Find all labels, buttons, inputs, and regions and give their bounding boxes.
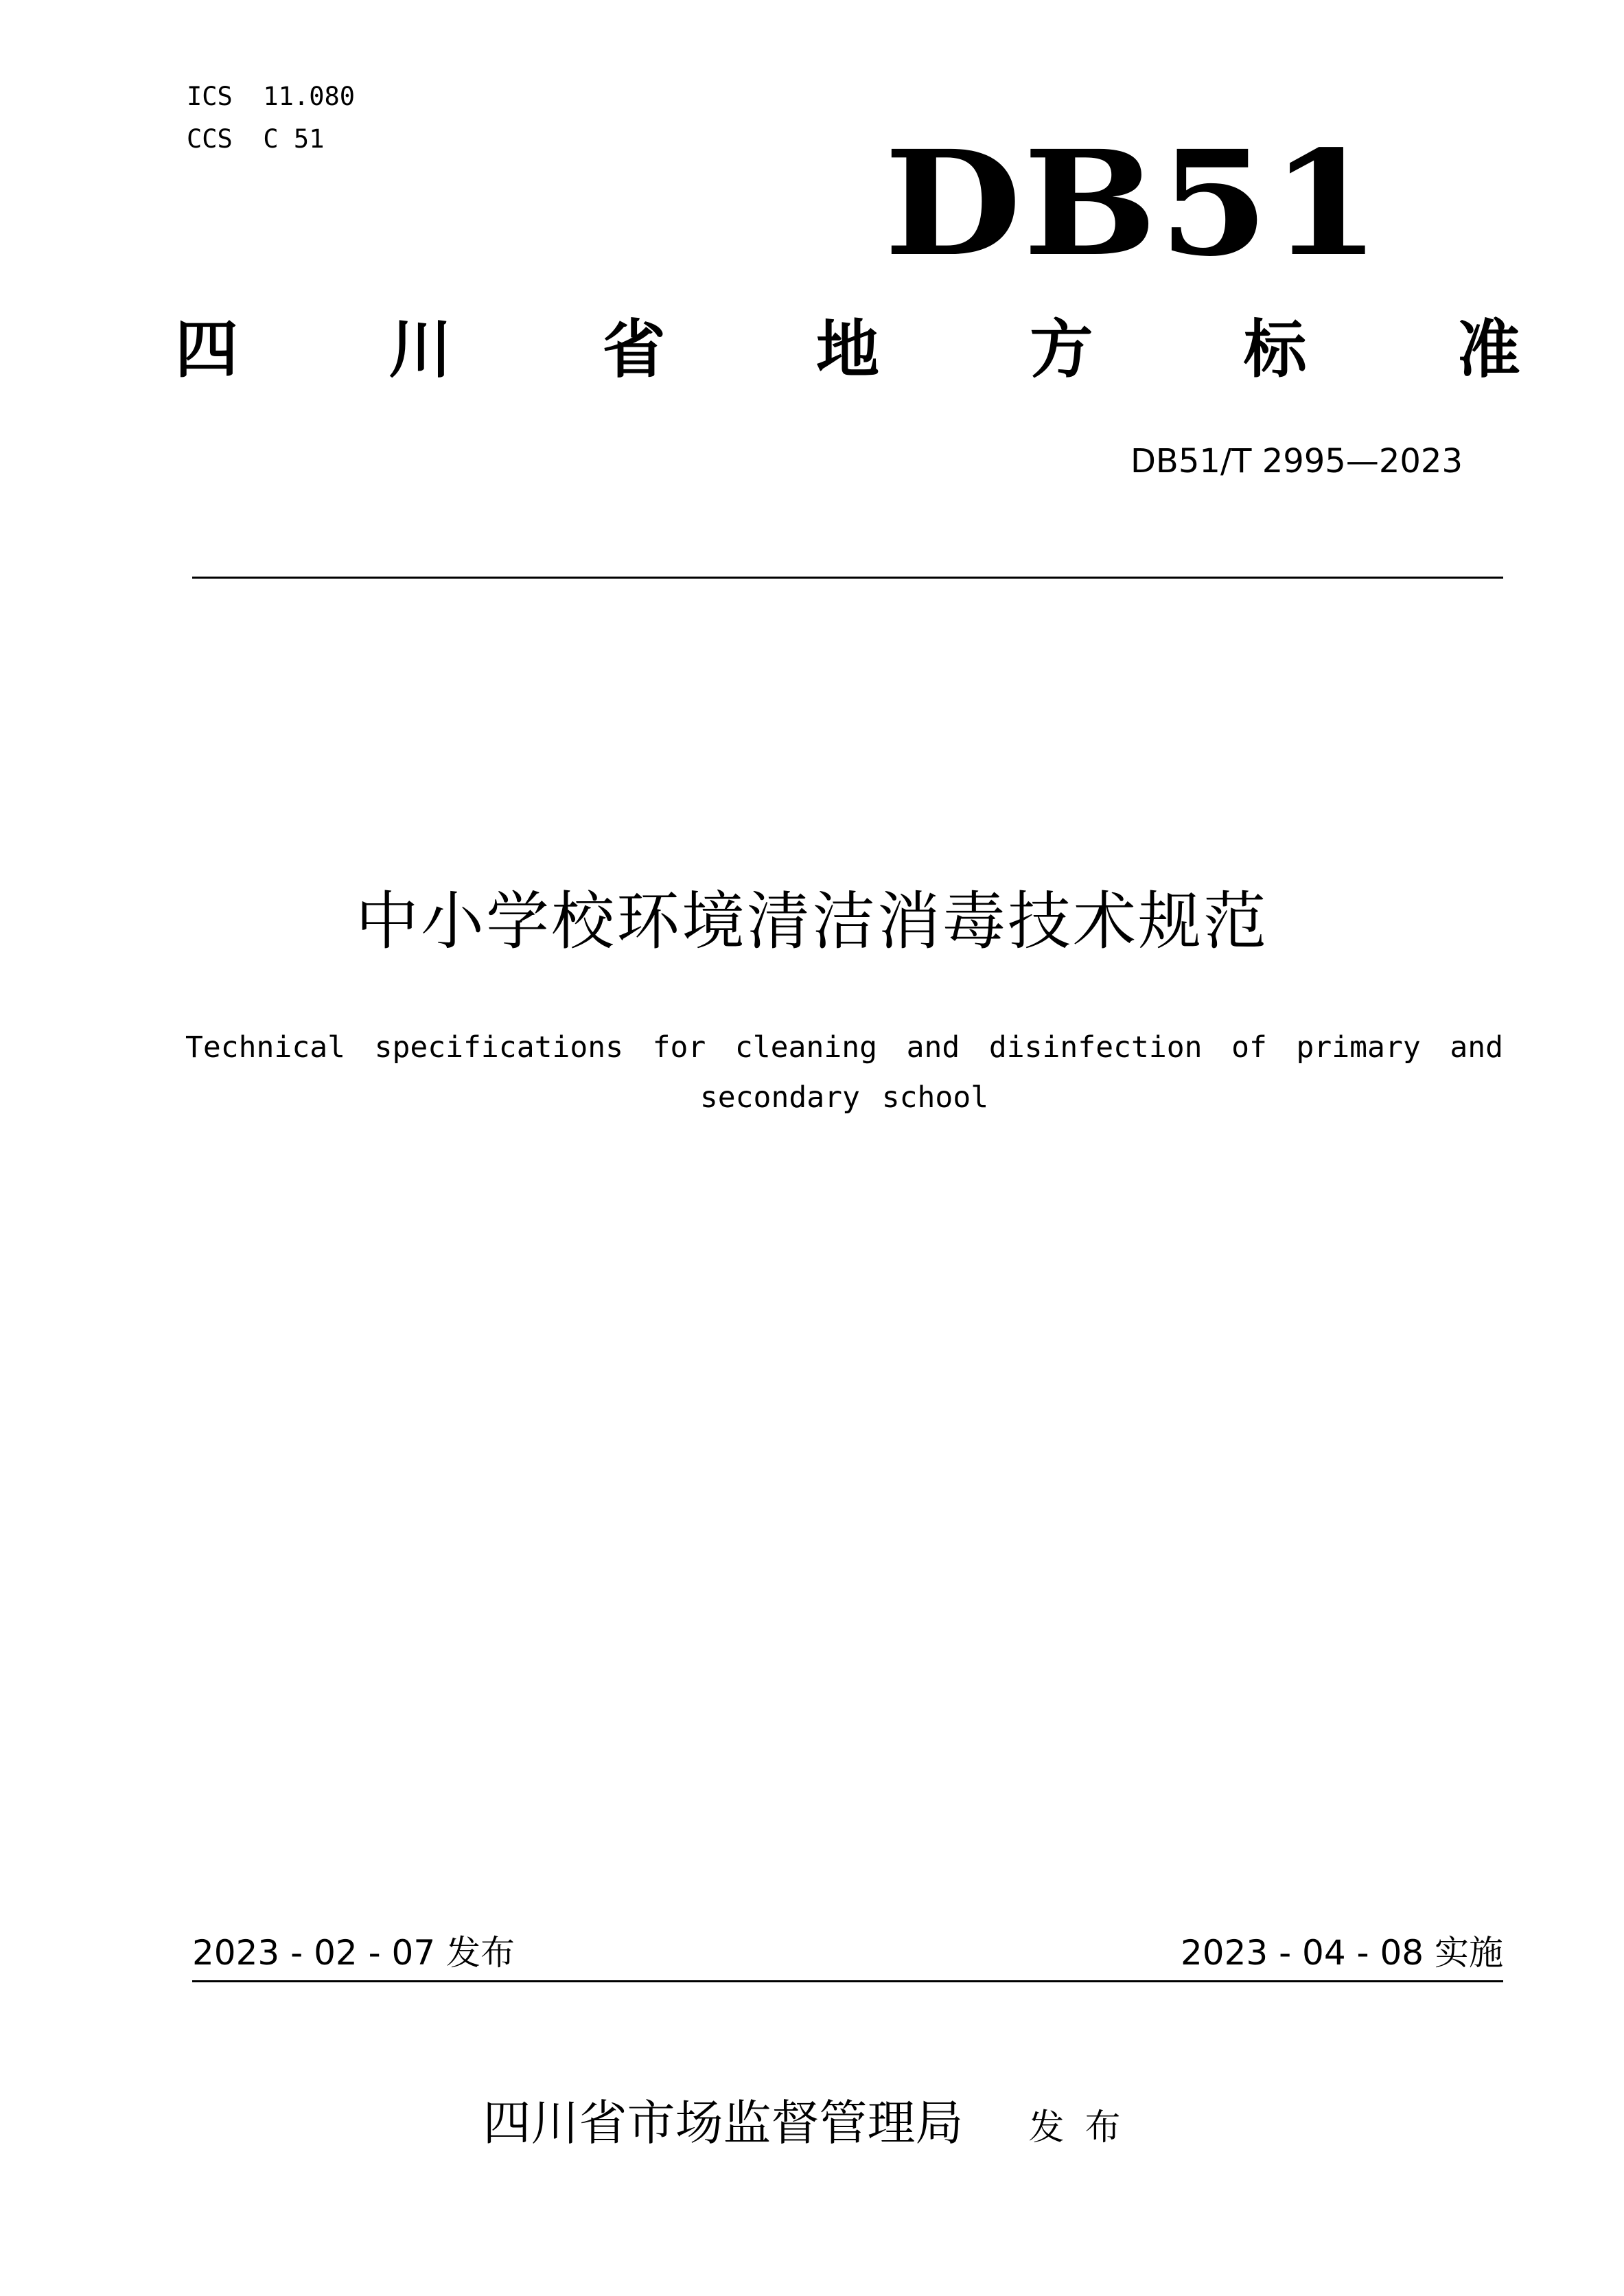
release-date: 2023 - 02 - 07 发布 — [192, 1933, 515, 1973]
standard-type-char: 准 — [1457, 313, 1520, 386]
header-divider — [192, 577, 1503, 579]
standard-number: DB51/T 2995—2023 — [1130, 442, 1463, 480]
ics-code: ICS 11.080 — [187, 82, 356, 111]
standard-mark: DB51 — [884, 119, 1382, 288]
standard-type-char: 标 — [1243, 313, 1307, 386]
implementation-date: 2023 - 04 - 08 实施 — [1180, 1933, 1503, 1973]
footer-divider — [192, 1980, 1503, 1982]
standard-type-heading — [175, 312, 1520, 388]
document-title-chinese: 中小学校环境清洁消毒技术规范 — [355, 885, 1268, 958]
standard-type-char: 地 — [815, 313, 879, 386]
standard-type-char: 川 — [388, 313, 452, 386]
ccs-code: CCS C 51 — [187, 124, 325, 154]
issuer — [0, 2095, 1624, 2151]
issuer-name: 四川省市场监督管理局 — [483, 2095, 964, 2151]
standard-type-char: 省 — [602, 313, 666, 386]
date-row — [192, 1933, 1503, 1973]
issuer-action: 发布 — [1028, 2107, 1141, 2148]
document-title-english: Technical specifications for cleaning and disinfection of primary and secondary school — [185, 1030, 1503, 1115]
standard-type-char: 四 — [175, 313, 239, 386]
standard-type-char: 方 — [1030, 313, 1093, 386]
